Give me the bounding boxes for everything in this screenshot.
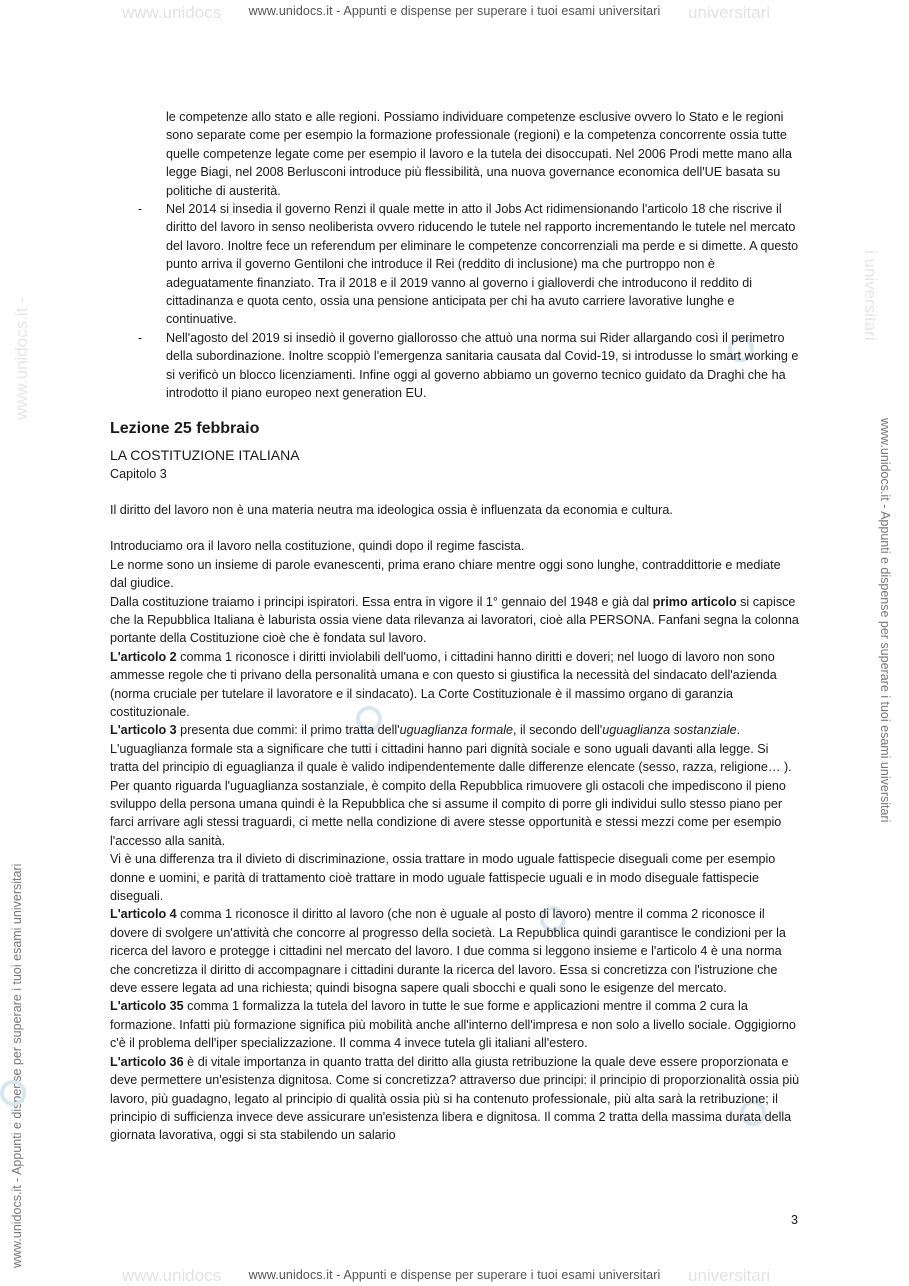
chapter-label: Capitolo 3 [110, 466, 167, 481]
article-label: L'articolo 36 [110, 1054, 184, 1069]
list-item [166, 108, 800, 200]
watermark-faint: universitari [688, 3, 771, 22]
list-item [138, 329, 800, 403]
italic-term: uguaglianza formale [399, 723, 513, 738]
list-item-text: le competenze allo stato e alle regioni. Possiamo individuare competenze esclusive ovvero lo Stato e le regioni sono separate come per esempio la formazione professionale (regioni) e la competenza concorrente ossia tutte quelle competenze legate come per esempio il lavoro e la tutela dei disoccupati. Nel 2006 Prodi mette mano alla legge Biagi, nel 2008 Berlusconi introduce più flessibilità, una nuova governance economica dell'UE basata su politiche di austerità. [166, 110, 792, 198]
watermark-right: www.unidocs.it - Appunti e dispense per superare i tuoi esami universitari [878, 418, 892, 823]
section-heading: Lezione 25 febbraio [110, 419, 260, 437]
bullet-dash: - [138, 202, 143, 217]
watermark-bottom: www.unidocs.it - Appunti e dispense per superare i tuoi esami universitari [248, 1268, 661, 1282]
paragraph: Vi è una differenza tra il divieto di discriminazione, ossia trattare in modo uguale fattispecie diseguali come per esempio donne e uomini, e parità di trattamento cioè trattare in modo uguale fattispecie uguali e in modo diseguale fattispecie diseguali. [110, 852, 776, 904]
list-item-text: Nell'agosto del 2019 si insediò il governo giallorosso che attuò una norma sui Rider allargando così il perimetro della subordinazione. Inoltre scoppiò l'emergenza sanitaria causata dal Covid-19, si introdusse lo smart working e si verificò un blocco licenziamenti. Infine oggi al governo abbiamo un governo tecnico guidato da Draghi che ha introdotto il piano europeo next generation EU. [166, 330, 799, 401]
watermark-faint-left: www.unidocs.it - [12, 297, 31, 420]
section-subtitle: LA COSTITUZIONE ITALIANA [110, 446, 300, 463]
article-label: L'articolo 3 [110, 723, 177, 738]
paragraph: Introduciamo ora il lavoro nella costituzione, quindi dopo il regime fascista. [110, 539, 525, 554]
paragraph: Il diritto del lavoro non è una materia neutra ma ideologica ossia è influenzata da economia e cultura. [110, 502, 673, 517]
bullet-list [138, 108, 800, 403]
list-item-text: Nel 2014 si insedia il governo Renzi il quale mette in atto il Jobs Act ridimensionando l'articolo 18 che riscrive il diritto del lavoro in senso neoliberista ovvero riducendo le tutele nel rapporto incrementando le tutele nel mercato del lavoro. Inoltre fece un referendum per eliminare le competenze concorrenziali ma perde e si dimette. A questo punto arriva il governo Gentiloni che introduce il Rei (reddito di inclusione) ma che purtroppo non è adeguatamente finanziato. Tra il 2018 e il 2019 vanno al governo i gialloverdi che introducono il reddito di cittadinanza e quota cento, ossia una pensione anticipata per chi ha avuto carriere lavorative lunghe e continuative. [166, 202, 799, 327]
bold-term: primo articolo [652, 594, 737, 609]
page-number: 3 [791, 1213, 798, 1227]
page-content [110, 108, 800, 1145]
paragraph-article-35: L'articolo 35 comma 1 formalizza la tutela del lavoro in tutte le sue forme e applicazioni mentre il comma 2 cura la formazione. Infatti più formazione significa più mobilità anche all'interno dell'impresa e non solo a livello sociale. Oggigiorno c'è il problema dell'iper specializzazione. Il comma 4 invece tutela gli italiani all'estero. [110, 999, 796, 1051]
bullet-dash: - [138, 330, 143, 345]
article-label: L'articolo 2 [110, 649, 177, 664]
watermark-faint: www.unidocs [122, 1266, 222, 1285]
paragraph: Dalla costituzione traiamo i principi ispiratori. Essa entra in vigore il 1° gennaio del 1948 e già dal primo articolo si capisce che la Repubblica Italiana è laburista ossia viene data rilevanza ai lavoratori, cioè alla PERSONA. Fanfani segna la colonna portante della Costituzione cioè che è fondata sul lavoro. [110, 594, 799, 646]
watermark-left: www.unidocs.it - Appunti e dispense per superare i tuoi esami universitari [10, 863, 24, 1268]
paragraph-article-2: L'articolo 2 comma 1 riconosce i diritti inviolabili dell'uomo, i cittadini hanno diritti e doveri; nel luogo di lavoro non sono ammesse regole che ti privano della personalità umana e con questo si giustifica la necessità del sindacato dell'azienda (norma cruciale per tutelare il lavoratore e il sindacato). La Corte Costituzionale è il massimo organo di garanzia costituzionale. [110, 649, 777, 719]
paragraph-article-36: L'articolo 36 è di vitale importanza in quanto tratta del diritto alla giusta retribuzione la quale deve essere proporzionata e deve permettere un'esistenza dignitosa. Come si concretizza? attraverso due principi: il principio di proporzionalità ossia più lavoro, più guadagno, legato al principio di qualità ossia più si ha contenuto professionale, più alta sarà la retribuzione; il principio di sufficienza invece deve assicurare un'esistenza libera e dignitosa. Il comma 2 tratta della massima durata della giornata lavorativa, oggi si sta stabilendo un salario [110, 1054, 800, 1143]
article-label: L'articolo 35 [110, 999, 184, 1014]
watermark-top: www.unidocs.it - Appunti e dispense per superare i tuoi esami universitari [248, 4, 661, 18]
watermark-faint: www.unidocs [122, 3, 222, 22]
paragraph: Le norme sono un insieme di parole evanescenti, prima erano chiare mentre oggi sono lunghe, contraddittorie e mediate dal giudice. [110, 557, 781, 591]
paragraph-article-3: L'articolo 3 presenta due commi: il primo tratta dell'uguaglianza formale, il secondo dell'uguaglianza sostanziale. L'uguaglianza formale sta a significare che tutti i cittadini hanno pari dignità sociale e sono uguali davanti alla legge. Si tratta del principio di eguaglianza il quale è valido indipendentemente dalle differenze elencate (sesso, razza, religione… ). Per quanto riguarda l'uguaglianza sostanziale, è compito della Repubblica rimuovere gli ostacoli che impediscono il pieno sviluppo della persona umana quindi è la Repubblica che si assume il compito di porre gli individui sullo stesso piano per farci arrivare agli stessi traguardi, ci mette nella condizione di avere stesse opportunità e stessi mezzi come per esempio l'accesso alla sanità. [110, 723, 792, 848]
list-item [138, 200, 800, 329]
italic-term: uguaglianza sostanziale [602, 723, 737, 738]
logo-watermark-icon [0, 1080, 26, 1106]
watermark-faint: universitari [688, 1266, 771, 1285]
watermark-faint-right: i universitari [861, 250, 880, 341]
article-label: L'articolo 4 [110, 907, 177, 922]
paragraph-article-4: L'articolo 4 comma 1 riconosce il diritto al lavoro (che non è uguale al posto di lavoro) mentre il comma 2 riconosce il dovere di svolgere un'attività che concorre al progresso della società. La Repubblica quindi garantisce le condizioni per la ricerca del lavoro e protegge i cittadini nel mercato del lavoro. I due comma si leggono insieme e l'articolo 4 è una norma che concretizza il diritto di accompagnare i cittadini durante la ricerca del lavoro. Essa si concretizza con l'istruzione che deve essere legata ad una richiesta; quindi bisogna sapere quali sbocchi e quali sono le esigenze del mercato. [110, 907, 786, 996]
